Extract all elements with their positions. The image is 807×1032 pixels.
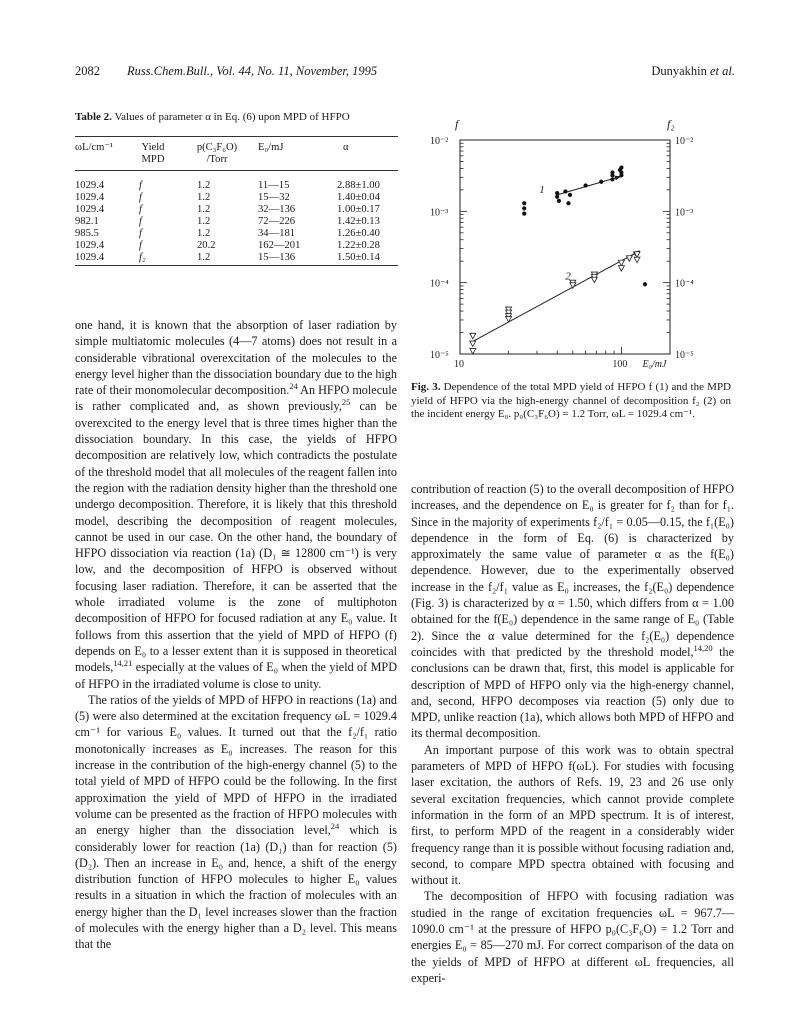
data-point-triangle	[634, 257, 640, 263]
table-cell: f₂	[139, 252, 146, 263]
data-point-circle	[599, 180, 603, 184]
y-tick-label-right: 10⁻³	[675, 207, 694, 219]
y-tick-label-left: 10⁻⁵	[430, 350, 449, 361]
paragraph: contribution of reaction (5) to the overall decomposition of HFPO increases, and the dependence on E₀ is greater for f₂ than for f₁. Since in the majority of experiments f₂/f₁ = 0.05—0.15, the f₁(E₀) dependence in the form of Eq. (6) is characterized by approximately the same value of parameter α as the f(E₀) dependence. However, due to the experimentally observed increase in the f₂/f₁ value as E₀ increases, the f₂(E₀) dependence (Fig. 3) is characterized by α = 1.50, which differs from α = 1.00 obtained for the f(E₀) dependence in the same range of E₀ (Table 2). Since the α value determined for the f₂(E₀) dependence coincides with that predicted by the threshold model,$^{14,20}$ the conclusions can be drawn that, first, this model is applicable for description of MPD of HFPO only via the high-energy channel, and, second, HFPO decomposes via reaction (5) only due to MPD, unlike reaction (1a), which allows both MPD of HFPO and its thermal decomposition.	[411, 482, 734, 741]
x-axis-label: E₀/mJ	[642, 359, 667, 370]
data-point-circle	[619, 173, 623, 177]
table-cell: 982.1	[75, 216, 99, 227]
y-tick-label-left: 10⁻³	[430, 207, 449, 219]
curve-label-1: 1	[539, 184, 545, 197]
data-point-circle	[566, 201, 570, 205]
data-point-circle	[522, 211, 526, 215]
table-cell: 2.88±1.00	[337, 180, 380, 191]
table-cell: 15—32	[258, 192, 290, 203]
x-tick-label: 10	[454, 359, 464, 370]
paragraph: one hand, it is known that the absorption of laser radiation by simple multiatomic molecules (4—7 atoms) does not result in a considerable vibrational overexcitation of the molecules to the energy level higher than the dissociation boundary due to the high rate of their monomolecular decomposition.$^{24}$ An HFPO molecule is rather complicated and, as shown previously,$^{25}$ can be overexcited to the energy level that is three times higher than the dissociation boundary. In this case, the yields of HFPO decomposition are relatively low, which contradicts the postulate of the threshold model that all molecules of the reagent fallen into the region with the radiation density higher than the threshold one undergo decomposition. Therefore, it is likely that this threshold model, describing the decomposition of reagent molecules, cannot be used in our case. On the other hand, the boundary of HFPO dissociation via reaction (1a) (D₁ ≅ 12800 cm⁻¹) is very low, and the decomposition of HFPO is observed without focusing laser radiation. Therefore, it can be asserted that the whole irradiated volume is the zone of multiphoton decomposition of HFPO for focused radiation at any E₀ value. It follows from this assertion that the yield of MPD of HFPO (f) depends on E₀ to a lesser extent than it is supposed in theoretical models,$^{14,21}$ especially at the values of E₀ when the yield of MPD of HFPO in the irradiated volume is close to unity.	[75, 318, 397, 691]
table-cell: 72—226	[258, 216, 296, 227]
table-cell: 11—15	[258, 180, 290, 191]
table-cell: 1.22±0.28	[337, 240, 380, 251]
table-title: Values of parameter α in Eq. (6) upon MPD of HFPO	[114, 111, 350, 123]
y-tick-label-right: 10⁻²	[675, 136, 694, 147]
left-axis-label: f	[455, 117, 459, 131]
table-cell: 1029.4	[75, 240, 105, 251]
data-point-triangle	[470, 349, 476, 355]
table-cell: 162—201	[258, 240, 301, 251]
table-cell: 1.2	[197, 192, 211, 203]
table-cell: f	[139, 240, 142, 251]
table-cell: f	[139, 216, 142, 227]
journal-citation: Russ.Chem.Bull., Vol. 44, No. 11, November, 1995	[127, 64, 378, 78]
data-point-triangle	[591, 277, 597, 283]
table-cell: f	[139, 228, 142, 239]
y-tick-label-left: 10⁻⁴	[430, 278, 449, 290]
data-point-triangle	[626, 256, 632, 262]
table-caption	[75, 111, 405, 123]
data-point-triangle	[470, 333, 476, 339]
table-label: Table 2.	[75, 111, 112, 123]
header-pressure: p(C₃F₆O) /Torr	[196, 142, 238, 165]
table-cell: 15—136	[258, 252, 296, 263]
table-cell: 1.00±0.17	[337, 204, 380, 215]
data-point-circle	[643, 282, 647, 286]
figure-label: Fig. 3.	[411, 381, 441, 393]
paragraph: An important purpose of this work was to obtain spectral parameters of MPD of HFPO f(ωL). For studies with focusing laser excitation, the authors of Refs. 19, 23 and 26 use only several excitation frequencies, which cannot provide complete information in the form of an MPD spectrum. It is of interest, first, to perform MPD of the reagent in a considerably wider frequency range than it is possible without focusing radiation and, second, to compare MPD spectra obtained with focusing and without it.	[411, 742, 734, 888]
data-point-circle	[619, 166, 623, 170]
table-cell: 1029.4	[75, 252, 105, 263]
figure-3	[410, 108, 740, 378]
table-cell: 32—136	[258, 204, 296, 215]
right-axis-label: f₂	[667, 117, 675, 131]
table-cell: 20.2	[197, 240, 216, 251]
fit-line-2	[473, 251, 640, 342]
data-point-circle	[557, 199, 561, 203]
y-tick-label-left: 10⁻²	[430, 136, 449, 147]
page-number: 2082	[75, 64, 100, 78]
curve-label-2: 2	[565, 270, 571, 283]
table-cell: 1.42±0.13	[337, 216, 380, 227]
table-cell: 1.50±0.14	[337, 252, 380, 263]
figure-caption	[411, 381, 731, 422]
table-cell: 985.5	[75, 228, 99, 239]
table-cell: f	[139, 180, 142, 191]
running-author: Dunyakhin et al.	[651, 64, 735, 78]
header-alpha: α	[343, 142, 349, 153]
table-cell: 1.2	[197, 216, 211, 227]
y-tick-label-right: 10⁻⁵	[675, 350, 694, 361]
data-point-circle	[563, 189, 567, 193]
body-right-column	[411, 481, 734, 986]
data-point-circle	[555, 195, 559, 199]
running-header	[75, 64, 735, 80]
table-cell: 1.2	[197, 252, 211, 263]
table-top-rule	[75, 136, 398, 137]
table-cell: 34—181	[258, 228, 296, 239]
log-log-plot	[410, 108, 740, 378]
paragraph: The ratios of the yields of MPD of HFPO in reactions (1a) and (5) were also determined at the excitation frequency ωL = 1029.4 cm⁻¹ for various E₀ values. It turned out that the f₂/f₁ ratio monotonically increases as E₀ increases. The reason for this increase in the contribution of the high-energy channel (5) to the total yield of MPD of HFPO could be the following. In the first approximation the yield of MPD of HFPO in the irradiated volume can be presented as the fraction of HFPO molecules with an energy higher than the dissociation level,$^{24}$ which is considerably lower for reaction (1a) (D₁) than for reaction (5) (D₂). Then an increase in E₀ and, hence, a shift of the energy distribution function of HFPO molecules to higher E₀ values results in a situation in which the fraction of molecules with an energy higher than the D₁ level increases slower than the fraction of molecules with the energy higher than a D₂ level. This means that the	[75, 692, 398, 952]
table-cell: 1029.4	[75, 180, 105, 191]
data-point-circle	[522, 201, 526, 205]
header-omega: ωL/cm⁻¹	[75, 142, 114, 153]
table-cell: 1.2	[197, 204, 211, 215]
data-point-circle	[555, 191, 559, 195]
data-point-triangle	[618, 260, 624, 266]
data-point-circle	[610, 173, 614, 177]
y-tick-label-right: 10⁻⁴	[675, 278, 694, 290]
data-point-circle	[584, 183, 588, 187]
body-left-column	[75, 317, 397, 953]
header-energy: E₀/mJ	[258, 142, 284, 153]
paragraph: The decomposition of HFPO with focusing radiation was studied in the range of excitation frequencies ωL = 967.7—1090.0 cm⁻¹ at the pressure of HFPO p₀(C₃F₆O) = 1.2 Torr and energies E₀ = 85—270 mJ. For correct comparison of the data on the yields of MPD of HFPO at different ωL frequencies, all experi-	[411, 889, 734, 985]
table-cell: f	[139, 192, 142, 203]
table-cell: 1029.4	[75, 192, 105, 203]
data-point-triangle	[470, 341, 476, 347]
table-cell: 1.40±0.04	[337, 192, 380, 203]
table-cell: f	[139, 204, 142, 215]
table-cell: 1.2	[197, 228, 211, 239]
table-header-rule	[75, 170, 398, 171]
parameter-table	[75, 136, 398, 266]
data-point-circle	[522, 206, 526, 210]
data-point-circle	[610, 177, 614, 181]
data-point-circle	[568, 193, 572, 197]
table-cell: 1.2	[197, 180, 211, 191]
data-point-triangle	[618, 266, 624, 272]
table-bottom-rule	[75, 265, 398, 266]
figure-caption-text: Dependence of the total MPD yield of HFPO f (1) and the MPD yield of HFPO via the high-energy channel of decomposition f₂ (2) on the incident energy E₀. p₀(C₃F₆O) = 1.2 Torr, ωL = 1029.4 cm⁻¹.	[411, 381, 731, 420]
plot-frame	[460, 140, 670, 354]
header-yield: Yield MPD	[141, 142, 165, 165]
table-cell: 1.26±0.40	[337, 228, 380, 239]
x-tick-label: 100	[612, 359, 628, 370]
table-cell: 1029.4	[75, 204, 105, 215]
